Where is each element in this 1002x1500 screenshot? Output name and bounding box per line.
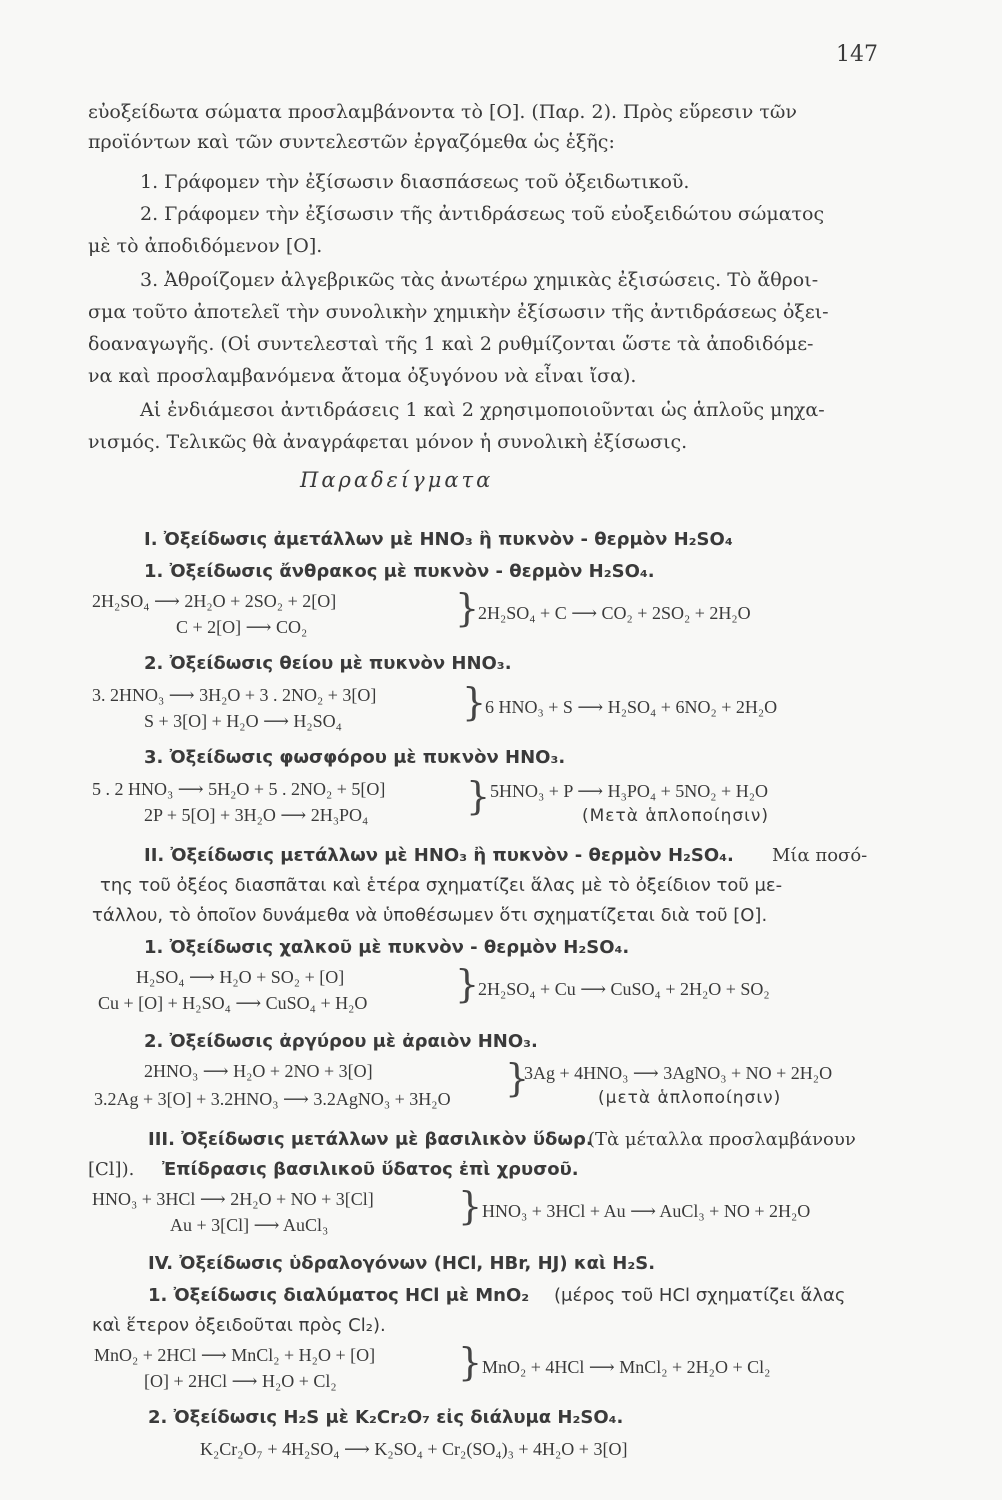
intro-line-5: μὲ τὸ ἀποδιδόμενον [O]. — [88, 235, 323, 257]
eq-1-2-b: S + 3[O] + H₂O ⟶ H₂SO₄ — [144, 711, 342, 731]
eq-2-1-b: Cu + [O] + H₂SO₄ ⟶ CuSO₄ + H₂O — [98, 993, 368, 1013]
brace: } — [458, 1184, 483, 1228]
section-1-1-heading: 1. Ὀξείδωσις ἄνθρακος μὲ πυκνὸν - θερμὸν H₂SO₄. — [144, 561, 655, 582]
section-3-heading-text: (Τὰ μέταλλα προσλαμβάνουν — [588, 1129, 856, 1150]
section-2-heading: II. Ὀξείδωσις μετάλλων μὲ HNO₃ ἢ πυκνὸν - θερμὸν H₂SO₄. — [144, 845, 734, 866]
brace: } — [505, 1056, 530, 1100]
intro-line-9: να καὶ προσλαμβανόμενα ἄτομα ὀξυγόνου νὰ εἶναι ἴσα). — [88, 365, 637, 387]
section-2-2-heading: 2. Ὀξείδωσις ἀργύρου μὲ ἀραιὸν HNO₃. — [144, 1031, 538, 1052]
eq-2-2-b: 3.2Ag + 3[O] + 3.2HNO₃ ⟶ 3.2AgNO₃ + 3H₂O — [94, 1089, 451, 1109]
eq-4-1-b: [O] + 2HCl ⟶ H₂O + Cl₂ — [144, 1371, 337, 1391]
eq-3-1-a: HNO₃ + 3HCl ⟶ 2H₂O + NO + 3[Cl] — [92, 1189, 374, 1209]
section-1-3-heading: 3. Ὀξείδωσις φωσφόρου μὲ πυκνὸν HNO₃. — [144, 747, 566, 768]
eq-1-1-result: 2H₂SO₄ + C ⟶ CO₂ + 2SO₂ + 2H₂O — [478, 603, 751, 623]
eq-1-2-result: 6 HNO₃ + S ⟶ H₂SO₄ + 6NO₂ + 2H₂O — [485, 697, 778, 717]
page-number: 147 — [836, 42, 878, 67]
section-4-1-heading-text: (μέρος τοῦ HCl σχηματίζει ἅλας — [554, 1285, 846, 1306]
eq-1-3-b: 2P + 5[O] + 3H₂O ⟶ 2H₃PO₄ — [144, 805, 369, 825]
section-2-heading-text: Μία ποσό- — [772, 845, 868, 866]
section-2-line-2: της τοῦ ὀξέος διασπᾶται καὶ ἑτέρα σχηματίζει ἅλας μὲ τὸ ὀξείδιον τοῦ με- — [100, 875, 783, 896]
eq-2-1-a: H₂SO₄ ⟶ H₂O + SO₂ + [O] — [136, 967, 345, 987]
brace: } — [455, 962, 480, 1006]
intro-line-7: σμα τοῦτο ἀποτελεῖ τὴν συνολικὴν χημικὴν ἐξίσωσιν τῆς ἀντιδράσεως ὀξει- — [88, 301, 829, 323]
intro-line-10: Αἱ ἐνδιάμεσοι ἀντιδράσεις 1 καὶ 2 χρησιμοποιοῦνται ὡς ἁπλοῦς μηχα- — [140, 399, 825, 421]
section-3-heading: III. Ὀξείδωσις μετάλλων μὲ βασιλικὸν ὕδωρ. — [148, 1129, 593, 1150]
eq-4-2: K₂Cr₂O₇ + 4H₂SO₄ ⟶ K₂SO₄ + Cr₂(SO₄)₃ + 4H₂O + 3[O] — [200, 1439, 628, 1459]
eq-1-1-a: 2H₂SO₄ ⟶ 2H₂O + 2SO₂ + 2[O] — [92, 591, 337, 611]
section-1-2-heading: 2. Ὀξείδωσις θείου μὲ πυκνὸν HNO₃. — [144, 653, 512, 674]
intro-line-2: προϊόντων καὶ τῶν συντελεστῶν ἐργαζόμεθα ὡς ἑξῆς: — [88, 131, 615, 153]
eq-4-1-a: MnO₂ + 2HCl ⟶ MnCl₂ + H₂O + [O] — [94, 1345, 376, 1365]
intro-line-8: δοαναγωγῆς. (Οἱ συντελεσταὶ τῆς 1 καὶ 2 ρυθμίζονται ὥστε τὰ ἀποδιδόμε- — [88, 333, 814, 355]
eq-3-1-result: HNO₃ + 3HCl + Au ⟶ AuCl₃ + NO + 2H₂O — [482, 1201, 811, 1221]
eq-1-2-a: 3. 2HNO₃ ⟶ 3H₂O + 3 . 2NO₂ + 3[O] — [92, 685, 377, 705]
brace: } — [455, 586, 480, 630]
section-2-line-3: τάλλου, τὸ ὁποῖον δυνάμεθα νὰ ὑποθέσωμεν ὅτι σχηματίζεται διὰ τοῦ [O]. — [92, 905, 768, 926]
section-4-line-2: καὶ ἕτερον ὀξειδοῦται πρὸς Cl₂). — [92, 1315, 386, 1336]
section-4-heading: IV. Ὀξείδωσις ὑδραλογόνων (HCl, HBr, HJ) καὶ H₂S. — [148, 1253, 656, 1274]
brace: } — [458, 1340, 483, 1384]
brace: } — [466, 774, 491, 818]
section-4-1-heading: 1. Ὀξείδωσις διαλύματος HCl μὲ MnO₂ — [148, 1285, 530, 1306]
eq-2-1-result: 2H₂SO₄ + Cu ⟶ CuSO₄ + 2H₂O + SO₂ — [478, 979, 770, 999]
eq-1-3-a: 5 . 2 HNO₃ ⟶ 5H₂O + 5 . 2NO₂ + 5[O] — [92, 779, 386, 799]
section-4-2-heading: 2. Ὀξείδωσις H₂S μὲ K₂Cr₂O₇ εἰς διάλυμα H₂SO₄. — [148, 1407, 624, 1428]
eq-2-2-result: 3Ag + 4HNO₃ ⟶ 3AgNO₃ + NO + 2H₂O — [524, 1063, 833, 1083]
eq-4-1-result: MnO₂ + 4HCl ⟶ MnCl₂ + 2H₂O + Cl₂ — [482, 1357, 771, 1377]
intro-line-1: εὐοξείδωτα σώματα προσλαμβάνοντα τὸ [O]. (Παρ. 2). Πρὸς εὕρεσιν τῶν — [88, 101, 797, 123]
intro-step-1: 1. Γράφομεν τὴν ἐξίσωσιν διασπάσεως τοῦ ὀξειδωτικοῦ. — [140, 171, 690, 193]
eq-1-1-b: C + 2[O] ⟶ CO₂ — [176, 617, 308, 637]
section-3-subheading: Ἐπίδρασις βασιλικοῦ ὕδατος ἐπὶ χρυσοῦ. — [162, 1159, 579, 1180]
section-1-heading: I. Ὀξείδωσις ἀμετάλλων μὲ HNO₃ ἢ πυκνὸν - θερμὸν H₂SO₄ — [144, 529, 733, 550]
brace: } — [462, 680, 487, 724]
intro-step-2: 2. Γράφομεν τὴν ἐξίσωσιν τῆς ἀντιδράσεως τοῦ εὐοξειδώτου σώματος — [140, 203, 825, 225]
note-2-2: (μετὰ ἁπλοποίησιν) — [598, 1088, 782, 1108]
note-1-3: (Μετὰ ἁπλοποίησιν) — [582, 806, 770, 826]
eq-1-3-result: 5HNO₃ + P ⟶ H₃PO₄ + 5NO₂ + H₂O — [490, 781, 768, 801]
section-3-line-2-text: [Cl]). — [88, 1159, 135, 1180]
section-title: Παραδείγματα — [300, 468, 494, 492]
eq-2-2-a: 2HNO₃ ⟶ H₂O + 2NO + 3[O] — [144, 1061, 373, 1081]
section-2-1-heading: 1. Ὀξείδωσις χαλκοῦ μὲ πυκνὸν - θερμὸν H₂SO₄. — [144, 937, 630, 958]
eq-3-1-b: Au + 3[Cl] ⟶ AuCl₃ — [170, 1215, 329, 1235]
intro-line-11: νισμός. Τελικῶς θὰ ἀναγράφεται μόνον ἡ συνολικὴ ἐξίσωσις. — [88, 431, 688, 453]
intro-step-3: 3. Ἀθροίζομεν ἀλγεβρικῶς τὰς ἀνωτέρω χημικὰς ἐξισώσεις. Τὸ ἄθροι- — [140, 269, 819, 291]
